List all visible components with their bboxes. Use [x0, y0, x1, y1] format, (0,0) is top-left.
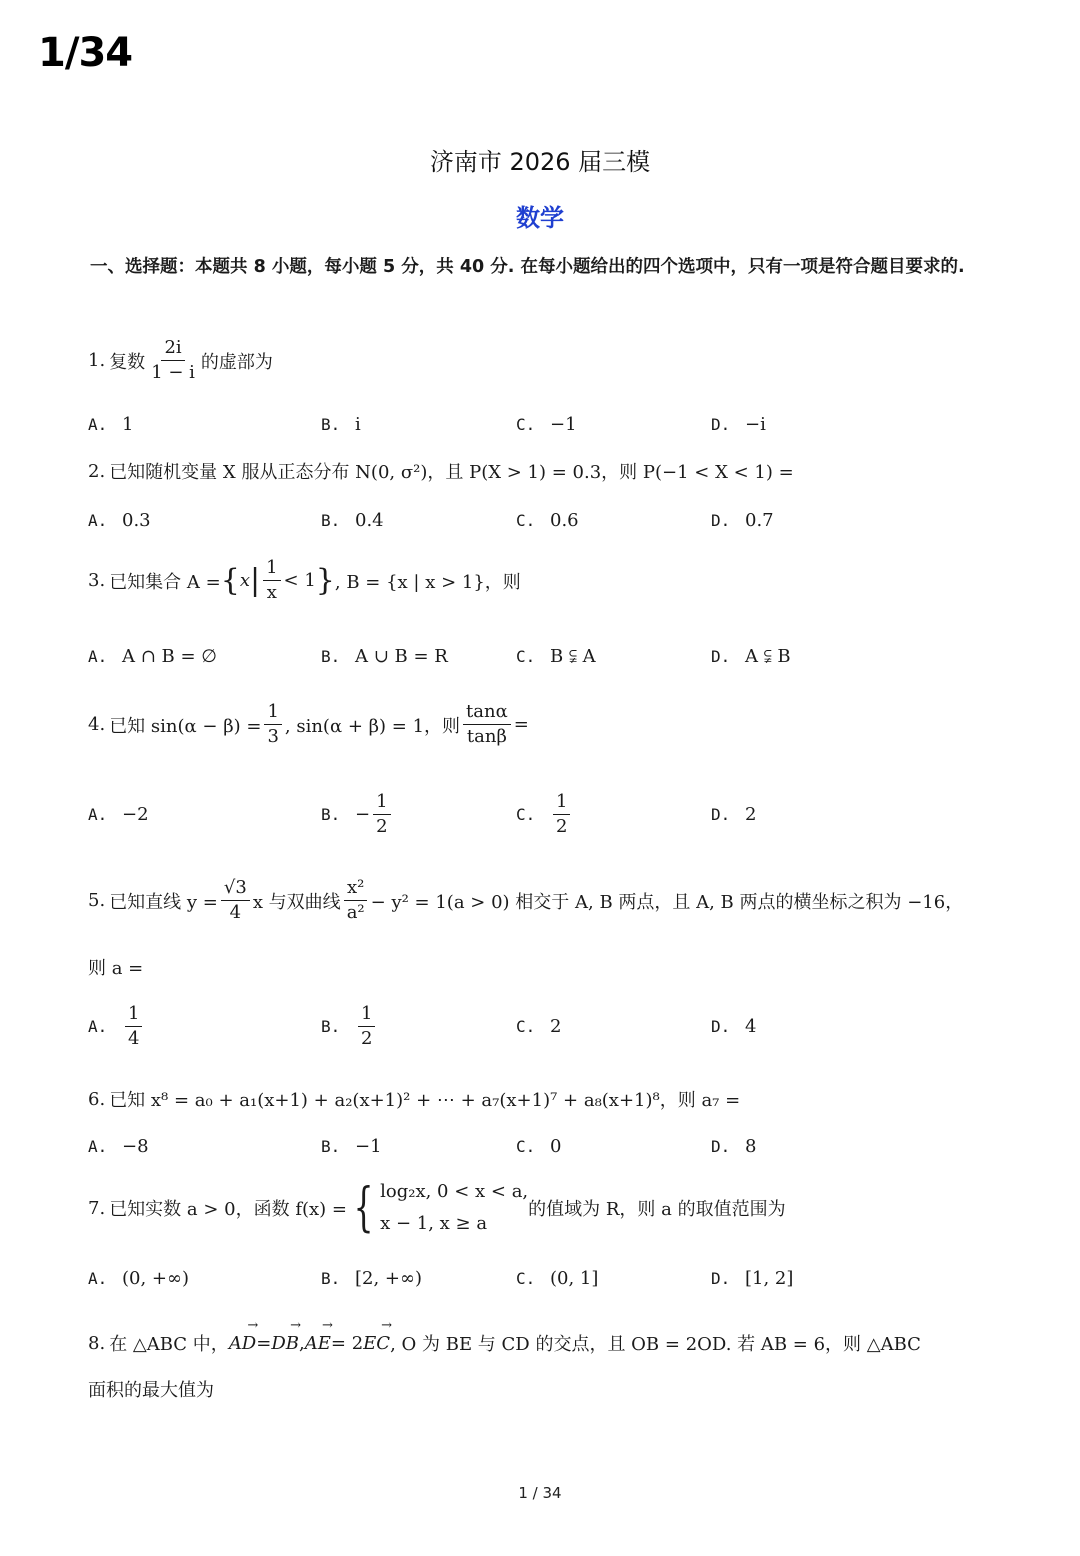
option-a[interactable]	[88, 1268, 189, 1289]
question-text: 在 △ABC 中，	[109, 1334, 229, 1355]
option-b[interactable]	[321, 1268, 422, 1289]
question-number: 7.	[88, 1197, 106, 1219]
option-value: i	[355, 414, 361, 435]
question-text: 复数	[109, 351, 146, 373]
question-text: 已知实数 a > 0，函数 f(x) =	[109, 1199, 348, 1220]
question-text: , O 为 BE 与 CD 的交点，且 OB = 2OD. 若 AB = 6，则 △ABC	[390, 1334, 921, 1355]
option-value: A ∩ B = ∅	[122, 646, 217, 667]
question-text: 面积的最大值为	[88, 1380, 214, 1401]
question-text: 的虚部为	[200, 351, 273, 373]
denominator: 2	[556, 816, 568, 837]
option-value: A ⫋ B	[745, 646, 791, 667]
option-value: −1	[355, 1136, 382, 1157]
question-text: , sin(α + β) = 1，则	[284, 715, 461, 737]
variable: x	[239, 570, 250, 591]
option-value: [2, +∞)	[355, 1268, 423, 1289]
question-number: 1.	[88, 350, 106, 371]
separator: ,	[299, 1332, 305, 1354]
denominator: 3	[267, 726, 279, 747]
question-number: 2.	[88, 460, 106, 482]
option-value: −i	[745, 414, 766, 435]
option-value: B ⫋ A	[550, 646, 596, 667]
numerator: 1	[263, 556, 280, 581]
option-label: D.	[711, 415, 731, 434]
exam-title: 济南市 2026 届三模	[429, 148, 651, 176]
option-label: A.	[88, 805, 108, 824]
denominator: a²	[346, 902, 365, 923]
case-row: log₂x, 0 < x < a,	[380, 1181, 529, 1202]
question-2	[88, 458, 794, 484]
option-label: D.	[711, 511, 731, 530]
denominator: tanβ	[466, 726, 507, 747]
option-d[interactable]	[711, 646, 791, 667]
equals: = 2	[330, 1332, 364, 1354]
piecewise-function	[347, 1176, 528, 1240]
option-c[interactable]	[516, 646, 596, 667]
numerator: 1	[373, 790, 390, 815]
option-value: (0, +∞)	[122, 1268, 190, 1289]
option-c[interactable]	[516, 1268, 598, 1289]
option-c[interactable]	[516, 1136, 561, 1157]
option-label: A.	[88, 1017, 108, 1036]
option-label: A.	[88, 1137, 108, 1156]
option-c[interactable]	[516, 414, 577, 435]
denominator: 2	[376, 816, 388, 837]
question-text: 已知随机变量 X 服从正态分布 N(0, σ²)，且 P(X > 1) = 0.3，则 P(−1 < X < 1) =	[109, 462, 794, 483]
option-value: 0	[550, 1136, 562, 1157]
denominator: 4	[128, 1028, 140, 1049]
option-a[interactable]	[88, 1002, 145, 1051]
numerator: 1	[125, 1002, 142, 1027]
question-1	[88, 336, 273, 385]
option-label: C.	[516, 1269, 536, 1288]
option-label: D.	[711, 1017, 731, 1036]
fraction	[221, 876, 250, 925]
option-label: C.	[516, 511, 536, 530]
fraction	[358, 1002, 375, 1051]
denominator: x	[266, 582, 277, 603]
option-label: D.	[711, 647, 731, 666]
option-b[interactable]	[321, 790, 394, 839]
option-b[interactable]	[321, 646, 448, 667]
question-4	[88, 700, 529, 749]
option-b[interactable]	[321, 510, 384, 531]
option-c[interactable]	[516, 510, 579, 531]
option-a[interactable]	[88, 510, 151, 531]
option-a[interactable]	[88, 646, 217, 667]
brace-close: }	[315, 563, 335, 598]
question-text: =	[513, 714, 529, 735]
vector-db: → DB	[271, 1333, 299, 1354]
vector-ae: → AE	[305, 1333, 331, 1354]
option-d[interactable]	[711, 510, 774, 531]
question-text: x 与双曲线	[252, 891, 341, 913]
option-value: (0, 1]	[550, 1268, 599, 1289]
section-instructions: 一、选择题：本题共 8 小题，每小题 5 分，共 40 分. 在每小题给出的四个选项中，只有一项是符合题目要求的.	[90, 257, 965, 277]
set-bar: |	[249, 563, 261, 598]
option-value: −1	[550, 414, 577, 435]
option-value: [1, 2]	[745, 1268, 794, 1289]
question-text: 已知 x⁸ = a₀ + a₁(x+1) + a₂(x+1)² + ⋯ + a₇(x+1)⁷ + a₈(x+1)⁸，则 a₇ =	[109, 1090, 741, 1111]
option-value: 4	[745, 1016, 757, 1037]
option-d[interactable]	[711, 1268, 793, 1289]
question-5-cont	[88, 954, 143, 980]
case-row: x − 1, x ≥ a	[380, 1213, 488, 1234]
option-value: 0.7	[745, 510, 774, 531]
option-label: A.	[88, 415, 108, 434]
option-label: A.	[88, 1269, 108, 1288]
subject-heading: 数学	[516, 204, 564, 232]
question-5	[88, 876, 963, 925]
option-label: B.	[321, 1017, 341, 1036]
option-value: 1	[122, 414, 134, 435]
option-label: B.	[321, 1269, 341, 1288]
option-b[interactable]	[321, 1002, 378, 1051]
option-value: 0.4	[355, 510, 384, 531]
option-b[interactable]	[321, 1136, 382, 1157]
option-label: C.	[516, 1017, 536, 1036]
brace-open: {	[220, 563, 240, 598]
option-d[interactable]	[711, 1016, 756, 1037]
option-c[interactable]	[516, 790, 573, 839]
option-label: D.	[711, 805, 731, 824]
option-value: A ∪ B = R	[355, 646, 448, 667]
option-label: C.	[516, 415, 536, 434]
question-number: 3.	[88, 570, 106, 591]
page-indicator: 1/34	[38, 30, 133, 76]
page-footer: 1 / 34	[518, 1484, 562, 1502]
option-label: B.	[321, 415, 341, 434]
numerator: 1	[358, 1002, 375, 1027]
option-label: C.	[516, 1137, 536, 1156]
option-c[interactable]	[516, 1016, 561, 1037]
fraction	[148, 336, 198, 385]
question-number: 6.	[88, 1088, 106, 1110]
question-text: 已知集合 A =	[109, 571, 221, 593]
numerator: 1	[264, 700, 281, 725]
option-value: 8	[745, 1136, 757, 1157]
option-label: B.	[321, 511, 341, 530]
denominator: 1 − i	[151, 362, 195, 383]
question-7	[88, 1176, 786, 1240]
option-d[interactable]	[711, 1136, 756, 1157]
question-number: 8.	[88, 1332, 106, 1354]
question-text: 则 a =	[88, 958, 144, 979]
question-number: 5.	[88, 890, 106, 911]
numerator: 1	[553, 790, 570, 815]
brace-open: {	[353, 1178, 374, 1238]
vector-ad: → AD	[229, 1333, 256, 1354]
fraction	[344, 876, 368, 925]
question-text: , B = {x | x > 1}，则	[334, 571, 521, 593]
question-text: 已知 sin(α − β) =	[109, 715, 262, 737]
fraction	[264, 700, 281, 749]
option-label: A.	[88, 647, 108, 666]
option-d[interactable]	[711, 414, 766, 435]
numerator: 2i	[161, 336, 184, 361]
option-a[interactable]	[88, 414, 133, 435]
option-value: 0.6	[550, 510, 579, 531]
option-value: 2	[550, 1016, 562, 1037]
option-d[interactable]	[711, 804, 756, 825]
denominator: 4	[229, 902, 242, 923]
question-text: < 1	[283, 570, 316, 591]
question-text: 已知直线 y =	[109, 891, 218, 913]
option-b[interactable]	[321, 414, 361, 435]
denominator: 2	[361, 1028, 373, 1049]
fraction	[553, 790, 570, 839]
option-a[interactable]	[88, 1136, 149, 1157]
equals: =	[256, 1332, 272, 1354]
option-value: 2	[745, 804, 757, 825]
option-value: −8	[122, 1136, 149, 1157]
fraction	[263, 556, 280, 605]
question-8	[88, 1330, 921, 1356]
question-number: 4.	[88, 714, 106, 735]
fraction	[463, 700, 511, 749]
question-8-cont	[88, 1376, 214, 1402]
fraction	[125, 1002, 142, 1051]
option-a[interactable]	[88, 804, 149, 825]
numerator: x²	[344, 876, 367, 901]
option-label: D.	[711, 1137, 731, 1156]
vector-ec: → EC	[363, 1333, 390, 1354]
option-label: B.	[321, 1137, 341, 1156]
question-text: − y² = 1(a > 0) 相交于 A, B 两点，且 A, B 两点的横坐标之积为 −16，	[370, 891, 964, 913]
question-3	[88, 556, 521, 605]
numerator: tanα	[463, 700, 511, 725]
fraction	[373, 790, 390, 839]
option-label: B.	[321, 805, 341, 824]
option-value: −2	[122, 804, 149, 825]
option-label: C.	[516, 647, 536, 666]
option-label: B.	[321, 647, 341, 666]
question-6	[88, 1086, 740, 1112]
option-label: A.	[88, 511, 108, 530]
option-sign: −	[355, 804, 371, 825]
option-label: D.	[711, 1269, 731, 1288]
option-label: C.	[516, 805, 536, 824]
question-text: 的值域为 R，则 a 的取值范围为	[528, 1199, 786, 1220]
option-value: 0.3	[122, 510, 151, 531]
numerator: √3	[221, 876, 250, 901]
